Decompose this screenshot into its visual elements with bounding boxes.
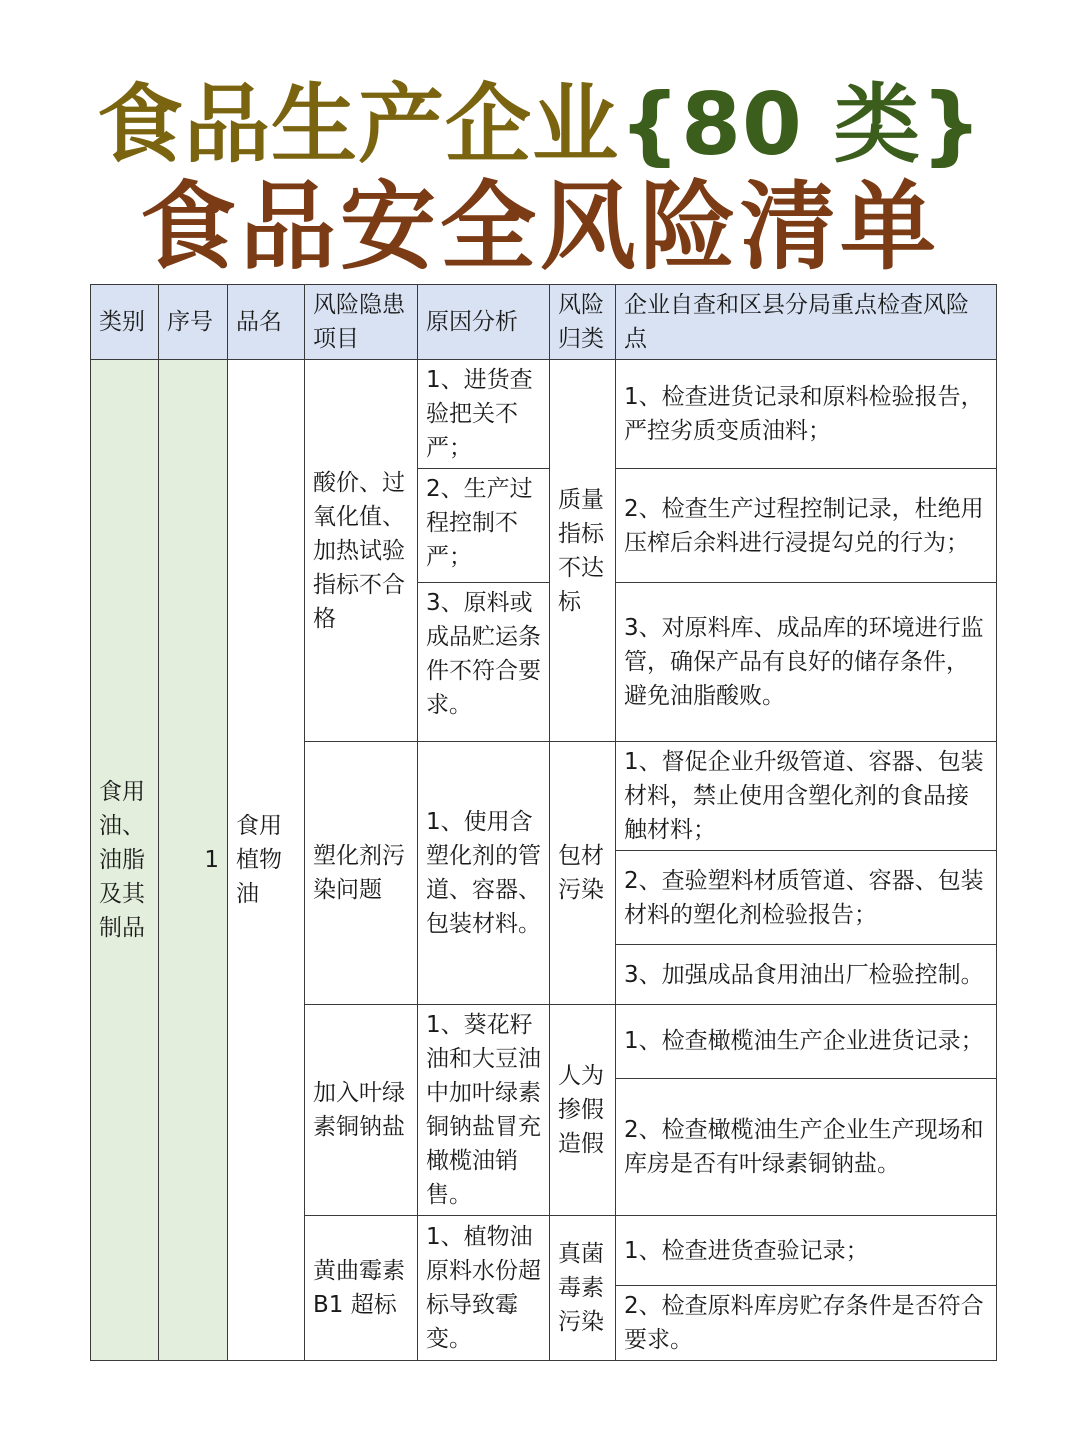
hazard-cell: 加入叶绿素铜钠盐 [305,1005,418,1216]
cause-cell: 1、进货查验把关不严； [418,360,550,469]
check-cell: 1、检查橄榄油生产企业进货记录； [616,1005,997,1079]
seq-cell: 1 [159,360,228,1361]
hazard-cell: 酸价、过氧化值、加热试验指标不合格 [305,360,418,742]
risk-table [90,284,997,1361]
hazard-cell: 塑化剂污染问题 [305,742,418,1005]
check-cell: 1、督促企业升级管道、容器、包装材料，禁止使用含塑化剂的食品接触材料； [616,742,997,851]
table-header-row [91,285,997,360]
header-checkpoint: 企业自查和区县分局重点检查风险点 [616,285,997,360]
risk-type-cell: 质量指标不达标 [550,360,616,742]
cause-cell: 1、植物油原料水份超标导致霉变。 [418,1216,550,1361]
title-bracket: {80 类} [618,75,984,175]
check-cell: 1、检查进货查验记录； [616,1216,997,1286]
header-category: 类别 [91,285,159,360]
header-seq: 序号 [159,285,228,360]
check-cell: 2、查验塑料材质管道、容器、包装材料的塑化剂检验报告； [616,851,997,945]
product-cell: 食用植物油 [228,360,305,1361]
check-cell: 3、对原料库、成品库的环境进行监管，确保产品有良好的储存条件，避免油脂酸败。 [616,583,997,742]
header-hazard: 风险隐患项目 [305,285,418,360]
header-product: 品名 [228,285,305,360]
check-cell: 2、检查原料库房贮存条件是否符合要求。 [616,1286,997,1361]
page-title-line1 [0,70,1080,180]
cause-cell: 1、葵花籽油和大豆油中加叶绿素铜钠盐冒充橄榄油销售。 [418,1005,550,1216]
header-risk-type: 风险归类 [550,285,616,360]
check-cell: 1、检查进货记录和原料检验报告，严控劣质变质油料； [616,360,997,469]
category-cell: 食用油、油脂及其制品 [91,360,159,1361]
cause-cell: 3、原料或成品贮运条件不符合要求。 [418,583,550,742]
cause-cell: 1、使用含塑化剂的管道、容器、包装材料。 [418,742,550,1005]
cause-cell: 2、生产过程控制不严； [418,469,550,583]
check-cell: 3、加强成品食用油出厂检验控制。 [616,945,997,1005]
hazard-cell: 黄曲霉素 B1 超标 [305,1216,418,1361]
title-main: 食品生产企业 [96,75,619,175]
check-cell: 2、检查橄榄油生产企业生产现场和库房是否有叶绿素铜钠盐。 [616,1078,997,1215]
risk-type-cell: 包材污染 [550,742,616,1005]
check-cell: 2、检查生产过程控制记录，杜绝用压榨后余料进行浸提勾兑的行为； [616,469,997,583]
risk-type-cell: 人为掺假造假 [550,1005,616,1216]
page-title-line2: 食品安全风险清单 [140,171,940,283]
risk-type-cell: 真菌毒素污染 [550,1216,616,1361]
table-row [91,360,997,469]
header-cause: 原因分析 [418,285,550,360]
